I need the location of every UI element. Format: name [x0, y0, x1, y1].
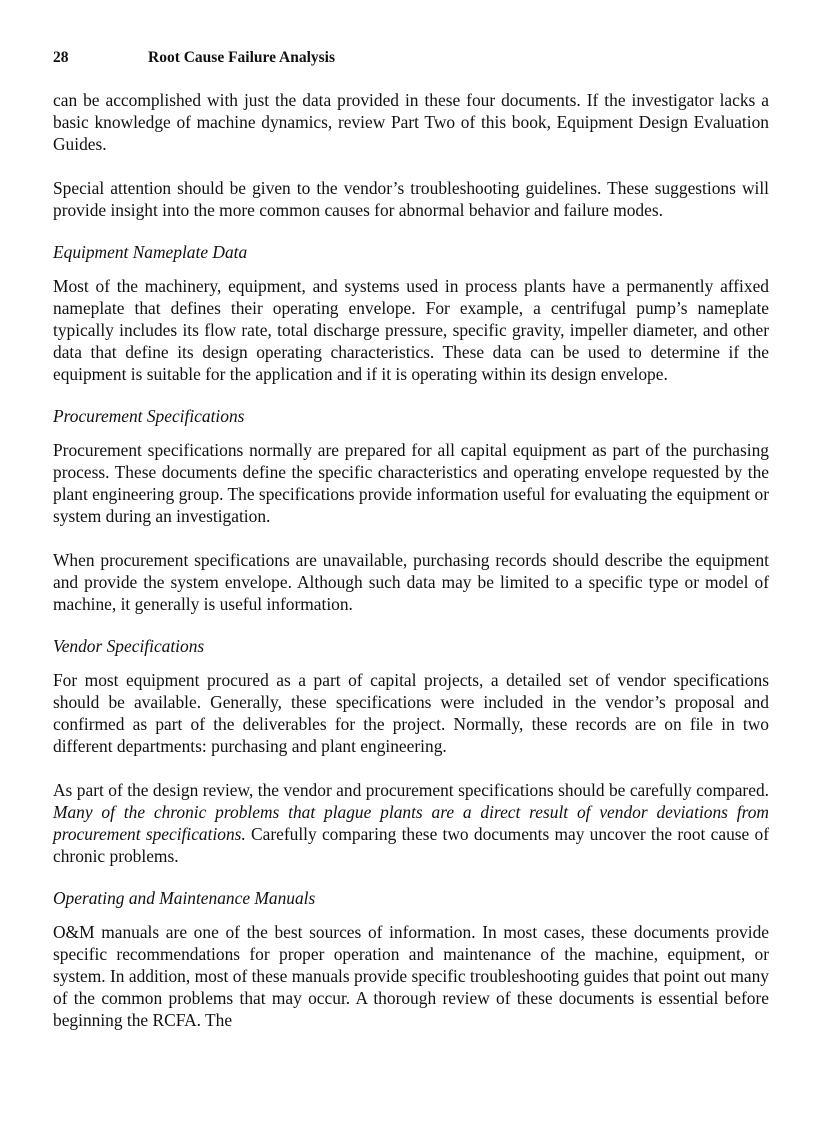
procurement-paragraph-2: When procurement specifications are unavailable, purchasing records should describe the equipment and provide the system envelope. Although such data may be limited to a specific type or model of machine, it generally is useful information.: [53, 550, 769, 614]
nameplate-paragraph: Most of the machinery, equipment, and systems used in process plants have a permanently affixed nameplate that defines their operating envelope. For example, a centrifugal pump’s nameplate typically includes its flow rate, total discharge pressure, specific gravity, impeller diameter, and other data that define its design operating characteristics. These data can be used to determine if the equipment is suitable for the application and if it is operating within its design envelope.: [53, 276, 769, 384]
section-heading-nameplate: Equipment Nameplate Data: [53, 242, 248, 262]
vendor-paragraph-2-emphasis: Many of the chronic problems that plague plants are a direct result of vendor deviations from procurement specifications.: [53, 802, 769, 844]
vendor-paragraph-2-end: Carefully comparing these two documents may uncover the root cause of chronic problems.: [53, 824, 769, 866]
section-heading-manuals: Operating and Maintenance Manuals: [53, 888, 316, 908]
page-number: 28: [53, 49, 69, 66]
intro-paragraph-2: Special attention should be given to the vendor’s troubleshooting guidelines. These suggestions will provide insight into the more common causes for abnormal behavior and failure modes.: [53, 178, 769, 220]
section-heading-vendor: Vendor Specifications: [53, 636, 205, 656]
running-head: [53, 49, 769, 71]
vendor-paragraph-2-start: As part of the design review, the vendor and procurement specifications should be carefully compared.: [53, 780, 769, 800]
manuals-paragraph: O&M manuals are one of the best sources of information. In most cases, these documents provide specific recommendations for proper operation and maintenance of the machine, equipment, or system. In addition, most of these manuals provide specific troubleshooting guides that point out many of the common problems that may occur. A thorough review of these documents is essential before beginning the RCFA. The: [53, 922, 769, 1030]
vendor-paragraph-1: For most equipment procured as a part of capital projects, a detailed set of vendor specifications should be available. Generally, these specifications were included in the vendor’s proposal and confirmed as part of the deliverables for the project. Normally, these records are on file in two different departments: purchasing and plant engineering.: [53, 670, 769, 756]
section-heading-procurement: Procurement Specifications: [53, 406, 245, 426]
running-title: Root Cause Failure Analysis: [148, 49, 336, 66]
intro-paragraph-1: can be accomplished with just the data provided in these four documents. If the investigator lacks a basic knowledge of machine dynamics, review Part Two of this book, Equipment Design Evaluation Guides.: [53, 90, 769, 154]
book-page: [53, 49, 769, 1031]
vendor-paragraph-2: [53, 779, 769, 867]
procurement-paragraph-1: Procurement specifications normally are prepared for all capital equipment as part of the purchasing process. These documents define the specific characteristics and operating envelope requested by the plant engineering group. The specifications provide information useful for evaluating the equipment or system during an investigation.: [53, 440, 769, 526]
